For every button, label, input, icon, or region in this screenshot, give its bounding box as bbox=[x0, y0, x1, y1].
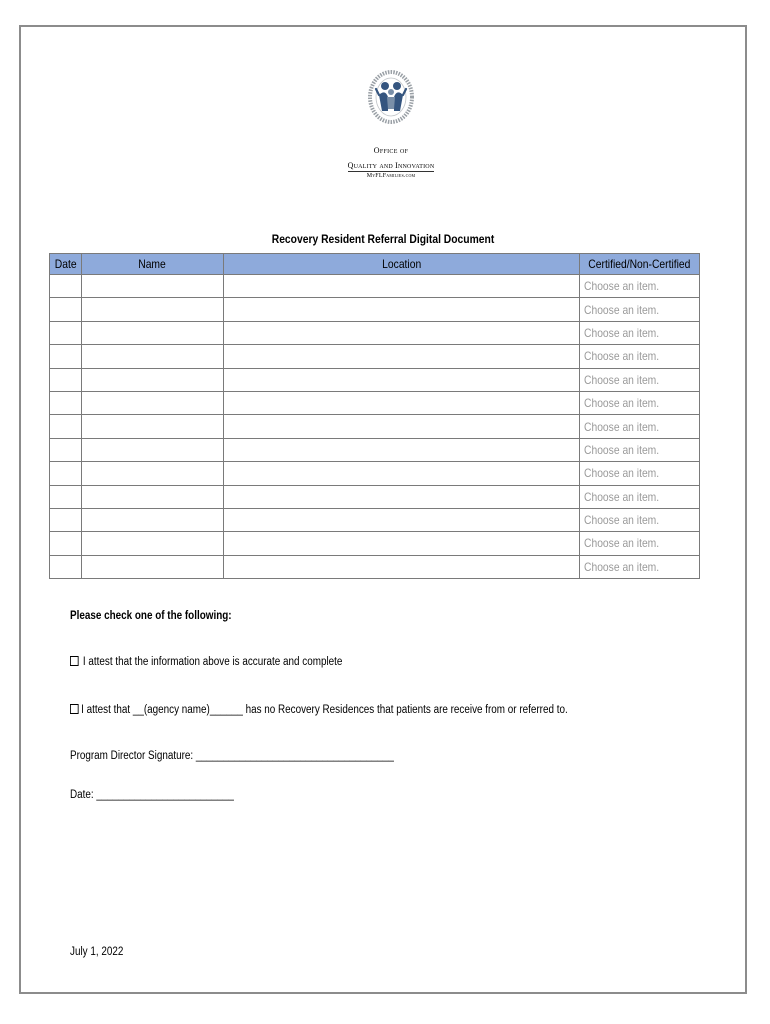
name-cell[interactable] bbox=[82, 462, 224, 485]
location-cell[interactable] bbox=[224, 298, 580, 321]
certified-dropdown[interactable] bbox=[580, 275, 700, 298]
footer-date: July 1, 2022 bbox=[70, 946, 124, 958]
location-cell[interactable] bbox=[224, 391, 580, 414]
location-header bbox=[224, 254, 580, 275]
location-cell[interactable] bbox=[224, 508, 580, 531]
document-title: Recovery Resident Referral Digital Document bbox=[271, 232, 495, 246]
date-header bbox=[50, 254, 82, 275]
certified-header-label: Certified/Non-Certified bbox=[588, 257, 691, 271]
certified-dropdown-value: Choose an item. bbox=[584, 442, 660, 457]
date-cell[interactable] bbox=[50, 321, 82, 344]
name-cell[interactable] bbox=[82, 485, 224, 508]
seal-logo-icon bbox=[366, 67, 416, 139]
name-cell[interactable] bbox=[82, 391, 224, 414]
date-cell[interactable] bbox=[50, 555, 82, 578]
name-header-label: Name bbox=[138, 257, 167, 271]
office-line-3: MyFLFamilies.com bbox=[366, 173, 416, 179]
date-cell[interactable] bbox=[50, 275, 82, 298]
table-row bbox=[50, 321, 700, 344]
certified-dropdown-value: Choose an item. bbox=[584, 513, 660, 528]
certified-dropdown[interactable] bbox=[580, 532, 700, 555]
date-cell[interactable] bbox=[50, 391, 82, 414]
date-cell[interactable] bbox=[50, 438, 82, 461]
certified-dropdown[interactable] bbox=[580, 438, 700, 461]
certified-dropdown-value: Choose an item. bbox=[584, 279, 660, 294]
name-cell[interactable] bbox=[82, 555, 224, 578]
date-label: Date: bbox=[70, 789, 94, 801]
certified-dropdown[interactable] bbox=[580, 555, 700, 578]
table-row bbox=[50, 275, 700, 298]
option-no-residences-label: I attest that __(agency name)______ has no Recovery Residences that patients are receive from or referred to. bbox=[81, 704, 568, 716]
table-row bbox=[50, 485, 700, 508]
location-cell[interactable] bbox=[224, 415, 580, 438]
table-row bbox=[50, 391, 700, 414]
date-cell[interactable] bbox=[50, 298, 82, 321]
date-cell[interactable] bbox=[50, 485, 82, 508]
date-cell[interactable] bbox=[50, 462, 82, 485]
table-row bbox=[50, 438, 700, 461]
table-row bbox=[50, 298, 700, 321]
name-cell[interactable] bbox=[82, 321, 224, 344]
instructions-text: Please check one of the following: bbox=[70, 610, 232, 622]
certified-dropdown-value: Choose an item. bbox=[584, 559, 660, 574]
location-cell[interactable] bbox=[224, 555, 580, 578]
table-row bbox=[50, 462, 700, 485]
table-row bbox=[50, 532, 700, 555]
location-cell[interactable] bbox=[224, 462, 580, 485]
office-line-1: Office of bbox=[373, 146, 409, 155]
option-accurate-label: I attest that the information above is accurate and complete bbox=[82, 656, 343, 668]
certified-dropdown[interactable] bbox=[580, 368, 700, 391]
option-no-residences bbox=[70, 704, 568, 716]
certified-dropdown-value: Choose an item. bbox=[584, 396, 660, 411]
table-row bbox=[50, 368, 700, 391]
name-cell[interactable] bbox=[82, 275, 224, 298]
table-row bbox=[50, 555, 700, 578]
certified-dropdown-value: Choose an item. bbox=[584, 489, 660, 504]
certified-dropdown-value: Choose an item. bbox=[584, 349, 660, 364]
location-cell[interactable] bbox=[224, 345, 580, 368]
checkbox-icon[interactable] bbox=[70, 656, 79, 666]
table-header-row bbox=[50, 254, 700, 275]
certified-dropdown[interactable] bbox=[580, 508, 700, 531]
name-cell[interactable] bbox=[82, 508, 224, 531]
certified-dropdown[interactable] bbox=[580, 415, 700, 438]
name-cell[interactable] bbox=[82, 345, 224, 368]
date-line[interactable]: _________________________ bbox=[96, 789, 234, 801]
certified-dropdown-value: Choose an item. bbox=[584, 419, 660, 434]
certified-dropdown[interactable] bbox=[580, 391, 700, 414]
table-body bbox=[50, 275, 700, 579]
certified-dropdown[interactable] bbox=[580, 462, 700, 485]
certified-dropdown[interactable] bbox=[580, 345, 700, 368]
certified-header bbox=[580, 254, 700, 275]
table-row bbox=[50, 508, 700, 531]
signature-label: Program Director Signature: bbox=[70, 750, 194, 762]
location-cell[interactable] bbox=[224, 438, 580, 461]
certified-dropdown-value: Choose an item. bbox=[584, 372, 660, 387]
referral-table bbox=[49, 253, 700, 579]
certified-dropdown-value: Choose an item. bbox=[584, 325, 660, 340]
certified-dropdown-value: Choose an item. bbox=[584, 536, 660, 551]
option-accurate bbox=[70, 656, 342, 668]
name-cell[interactable] bbox=[82, 368, 224, 391]
date-cell[interactable] bbox=[50, 368, 82, 391]
certified-dropdown[interactable] bbox=[580, 485, 700, 508]
date-header-label: Date bbox=[54, 257, 77, 271]
location-cell[interactable] bbox=[224, 485, 580, 508]
name-cell[interactable] bbox=[82, 298, 224, 321]
office-line-2: Quality and Innovation bbox=[347, 161, 435, 170]
date-cell[interactable] bbox=[50, 345, 82, 368]
name-cell[interactable] bbox=[82, 532, 224, 555]
table-row bbox=[50, 345, 700, 368]
signature-row bbox=[70, 750, 394, 762]
location-cell[interactable] bbox=[224, 532, 580, 555]
location-cell[interactable] bbox=[224, 321, 580, 344]
name-header bbox=[82, 254, 224, 275]
date-row bbox=[70, 789, 234, 801]
name-cell[interactable] bbox=[82, 438, 224, 461]
certified-dropdown-value: Choose an item. bbox=[584, 302, 660, 317]
name-cell[interactable] bbox=[82, 415, 224, 438]
date-cell[interactable] bbox=[50, 532, 82, 555]
location-cell[interactable] bbox=[224, 275, 580, 298]
certified-dropdown-value: Choose an item. bbox=[584, 466, 660, 481]
date-cell[interactable] bbox=[50, 415, 82, 438]
table-row bbox=[50, 415, 700, 438]
certified-dropdown[interactable] bbox=[580, 321, 700, 344]
location-header-label: Location bbox=[381, 257, 422, 271]
date-cell[interactable] bbox=[50, 508, 82, 531]
certified-dropdown[interactable] bbox=[580, 298, 700, 321]
location-cell[interactable] bbox=[224, 368, 580, 391]
signature-line[interactable]: ____________________________________ bbox=[195, 750, 394, 762]
checkbox-icon[interactable] bbox=[70, 704, 79, 714]
agency-logo bbox=[336, 67, 446, 179]
